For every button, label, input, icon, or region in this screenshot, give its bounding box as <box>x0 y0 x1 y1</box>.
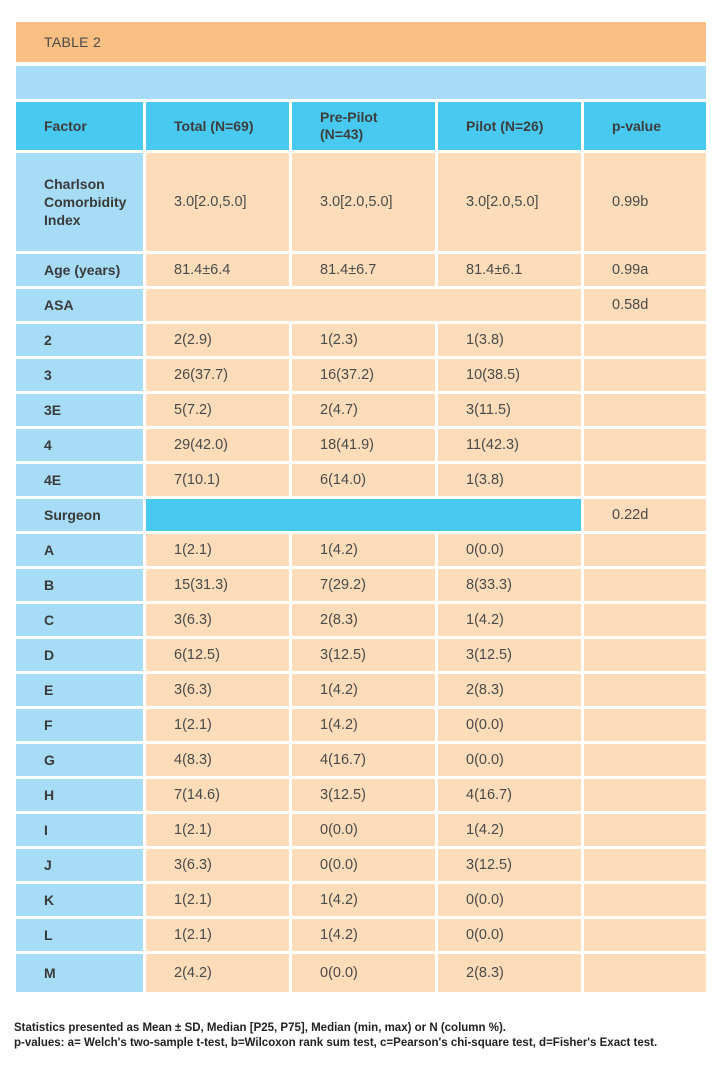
cell-pilot: 1(3.8) <box>438 464 584 499</box>
table-row <box>16 709 706 744</box>
cell-pilot: 2(8.3) <box>438 674 584 709</box>
cell-p-value <box>584 954 706 992</box>
cell-p-value <box>584 394 706 429</box>
cell-pilot: 0(0.0) <box>438 709 584 744</box>
row-label: A <box>16 534 146 569</box>
table-row <box>16 499 706 534</box>
row-label: 4E <box>16 464 146 499</box>
cell-pilot: 81.4±6.1 <box>438 254 584 289</box>
cell-pre-pilot: 6(14.0) <box>292 464 438 499</box>
table-row <box>16 464 706 499</box>
cell-pre-pilot: 1(4.2) <box>292 709 438 744</box>
cell-total: 1(2.1) <box>146 534 292 569</box>
cell-pilot: 3(11.5) <box>438 394 584 429</box>
cell-total: 3(6.3) <box>146 604 292 639</box>
row-label: 2 <box>16 324 146 359</box>
row-label: L <box>16 919 146 954</box>
cell-p-value <box>584 604 706 639</box>
table-row <box>16 359 706 394</box>
cell-pre-pilot: 7(29.2) <box>292 569 438 604</box>
data-table <box>16 102 706 992</box>
cell-pilot: 2(8.3) <box>438 954 584 992</box>
cell-total: 7(14.6) <box>146 779 292 814</box>
cell-pre-pilot: 1(4.2) <box>292 919 438 954</box>
cell-total: 6(12.5) <box>146 639 292 674</box>
footnote-p-values: p-values: a= Welch's two-sample t-test, b=Wilcoxon rank sum test, c=Pearson's chi-square test, d=Fisher's Exact test. <box>14 1037 658 1049</box>
cell-total: 2(2.9) <box>146 324 292 359</box>
row-label: H <box>16 779 146 814</box>
cell-pilot: 0(0.0) <box>438 884 584 919</box>
cell-p-value <box>584 849 706 884</box>
header-pilot: Pilot (N=26) <box>438 102 584 153</box>
cell-pre-pilot: 0(0.0) <box>292 814 438 849</box>
cell-pre-pilot: 2(8.3) <box>292 604 438 639</box>
table-row <box>16 919 706 954</box>
row-label: J <box>16 849 146 884</box>
cell-total: 3(6.3) <box>146 674 292 709</box>
cell-p-value <box>584 884 706 919</box>
row-label: B <box>16 569 146 604</box>
header-total: Total (N=69) <box>146 102 292 153</box>
cell-pre-pilot: 1(4.2) <box>292 884 438 919</box>
table-row <box>16 324 706 359</box>
cell-pilot: 0(0.0) <box>438 919 584 954</box>
table-row <box>16 429 706 464</box>
header-p-value: p-value <box>584 102 706 153</box>
row-label: Charlson Comorbidity Index <box>16 153 146 254</box>
header-row <box>16 102 706 153</box>
cell-p-value <box>584 359 706 394</box>
cell-p-value <box>584 744 706 779</box>
cell-pre-pilot: 3(12.5) <box>292 639 438 674</box>
row-label: 4 <box>16 429 146 464</box>
cell-pre-pilot: 4(16.7) <box>292 744 438 779</box>
cell-p-value <box>584 779 706 814</box>
group-span-cell <box>146 289 584 324</box>
cell-p-value <box>584 919 706 954</box>
cell-p-value: 0.99a <box>584 254 706 289</box>
cell-total: 7(10.1) <box>146 464 292 499</box>
cell-pilot: 1(3.8) <box>438 324 584 359</box>
table-row <box>16 849 706 884</box>
cell-pre-pilot: 2(4.7) <box>292 394 438 429</box>
cell-total: 3(6.3) <box>146 849 292 884</box>
cell-total: 29(42.0) <box>146 429 292 464</box>
cell-pilot: 8(33.3) <box>438 569 584 604</box>
table-row <box>16 289 706 324</box>
cell-total: 5(7.2) <box>146 394 292 429</box>
table-row <box>16 639 706 674</box>
row-label: ASA <box>16 289 146 324</box>
cell-total: 1(2.1) <box>146 884 292 919</box>
table-row <box>16 394 706 429</box>
table-row <box>16 779 706 814</box>
cell-pilot: 11(42.3) <box>438 429 584 464</box>
table-row <box>16 254 706 289</box>
table-row <box>16 674 706 709</box>
header-pre-pilot: Pre-Pilot (N=43) <box>292 102 438 153</box>
row-label: E <box>16 674 146 709</box>
cell-p-value <box>584 569 706 604</box>
cell-total: 81.4±6.4 <box>146 254 292 289</box>
cell-total: 3.0[2.0,5.0] <box>146 153 292 254</box>
cell-pre-pilot: 18(41.9) <box>292 429 438 464</box>
row-label: 3 <box>16 359 146 394</box>
cell-p-value: 0.22d <box>584 499 706 534</box>
table-row <box>16 604 706 639</box>
cell-total: 2(4.2) <box>146 954 292 992</box>
table-subheader-band <box>16 66 706 99</box>
cell-pre-pilot: 1(4.2) <box>292 674 438 709</box>
row-label: I <box>16 814 146 849</box>
cell-p-value <box>584 324 706 359</box>
group-span-cell <box>146 499 584 534</box>
row-label: D <box>16 639 146 674</box>
cell-total: 1(2.1) <box>146 709 292 744</box>
table-row <box>16 884 706 919</box>
cell-p-value <box>584 534 706 569</box>
table-row <box>16 814 706 849</box>
cell-pre-pilot: 1(4.2) <box>292 534 438 569</box>
cell-pilot: 3.0[2.0,5.0] <box>438 153 584 254</box>
cell-p-value <box>584 429 706 464</box>
footnote-statistics: Statistics presented as Mean ± SD, Median [P25, P75], Median (min, max) or N (column %). <box>14 1022 506 1034</box>
table-frame <box>16 22 706 992</box>
table-footnotes <box>14 1021 657 1051</box>
table-row <box>16 954 706 992</box>
table-row <box>16 744 706 779</box>
row-label: G <box>16 744 146 779</box>
cell-pilot: 3(12.5) <box>438 639 584 674</box>
cell-pilot: 0(0.0) <box>438 534 584 569</box>
cell-p-value: 0.58d <box>584 289 706 324</box>
cell-pre-pilot: 81.4±6.7 <box>292 254 438 289</box>
cell-p-value <box>584 639 706 674</box>
table-row <box>16 534 706 569</box>
cell-pilot: 3(12.5) <box>438 849 584 884</box>
cell-total: 4(8.3) <box>146 744 292 779</box>
row-label: C <box>16 604 146 639</box>
row-label: 3E <box>16 394 146 429</box>
table-row <box>16 153 706 254</box>
cell-pre-pilot: 0(0.0) <box>292 954 438 992</box>
cell-pre-pilot: 0(0.0) <box>292 849 438 884</box>
table-title: TABLE 2 <box>16 22 706 62</box>
row-label: M <box>16 954 146 992</box>
cell-total: 1(2.1) <box>146 814 292 849</box>
header-factor: Factor <box>16 102 146 153</box>
cell-pilot: 10(38.5) <box>438 359 584 394</box>
cell-pre-pilot: 1(2.3) <box>292 324 438 359</box>
cell-p-value <box>584 674 706 709</box>
table-row <box>16 569 706 604</box>
row-label: Surgeon <box>16 499 146 534</box>
row-label: Age (years) <box>16 254 146 289</box>
cell-total: 15(31.3) <box>146 569 292 604</box>
cell-pre-pilot: 3(12.5) <box>292 779 438 814</box>
cell-total: 26(37.7) <box>146 359 292 394</box>
cell-p-value: 0.99b <box>584 153 706 254</box>
cell-pilot: 1(4.2) <box>438 604 584 639</box>
cell-p-value <box>584 709 706 744</box>
cell-p-value <box>584 464 706 499</box>
cell-p-value <box>584 814 706 849</box>
cell-pre-pilot: 3.0[2.0,5.0] <box>292 153 438 254</box>
cell-pilot: 4(16.7) <box>438 779 584 814</box>
cell-pilot: 1(4.2) <box>438 814 584 849</box>
cell-pre-pilot: 16(37.2) <box>292 359 438 394</box>
cell-total: 1(2.1) <box>146 919 292 954</box>
row-label: F <box>16 709 146 744</box>
cell-pilot: 0(0.0) <box>438 744 584 779</box>
row-label: K <box>16 884 146 919</box>
